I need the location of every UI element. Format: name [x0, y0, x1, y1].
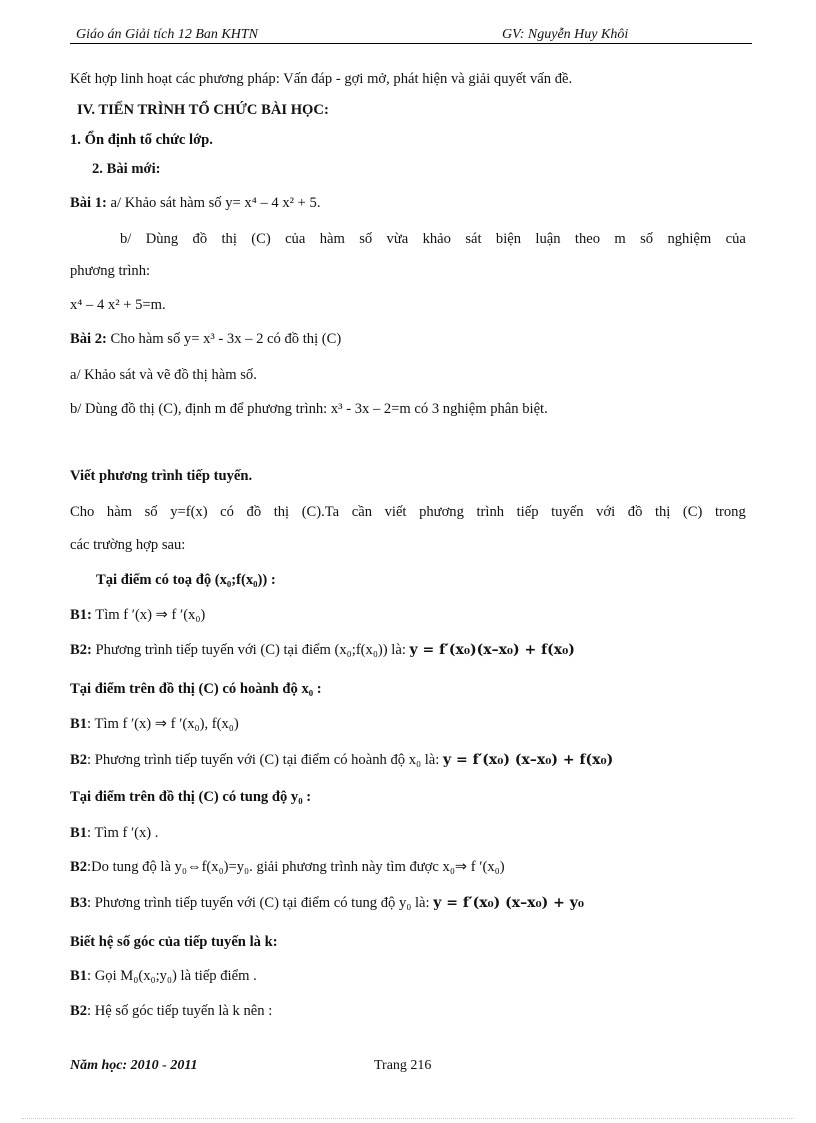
bai2-a: a/ Khảo sát và vẽ đồ thị hàm số. [70, 367, 257, 383]
bai1-b-word: Dùng [145, 231, 179, 247]
case3-title: Tại điểm trên đồ thị (C) có tung độ y₀ : [70, 789, 312, 805]
case2-title: Tại điểm trên đồ thị (C) có hoành độ x₀ : [70, 681, 322, 697]
tangent-title: Viết phương trình tiếp tuyến. [70, 468, 253, 484]
case2-b2-equation: y = f′(x₀) (x–x₀) + f(x₀) [442, 752, 614, 768]
footer-page-number: Trang 216 [374, 1058, 432, 1073]
bai1-b-word: (C) [251, 231, 271, 247]
tangent-intro-word: (C).Ta [301, 504, 340, 520]
case3-b2-label: B2 [70, 859, 88, 875]
tangent-intro-word: thị [654, 504, 671, 520]
tangent-intro-word: phương [419, 504, 464, 520]
tangent-intro-word: (C) [682, 504, 703, 520]
bai1-b-word: của [725, 231, 746, 247]
case2-b2-text: : Phương trình tiếp tuyến với (C) tại điểm có hoành độ x₀ là: [87, 752, 440, 768]
case2-b2-line [70, 751, 613, 769]
footer-school-year: Năm học: 2010 - 2011 [70, 1058, 198, 1073]
bai1-b-word: luận [535, 231, 561, 247]
case3-b3-equation: y = f′(x₀) (x–x₀) + y₀ [433, 895, 584, 911]
tangent-intro-word: viết [384, 504, 407, 520]
tangent-intro-word: y=f(x) [170, 504, 208, 520]
bai1-b-cont: phương trình: [70, 263, 151, 279]
tangent-intro-word: đồ [627, 504, 643, 520]
case1-b2-label: B2: [70, 642, 92, 658]
tangent-intro-word: thị [273, 504, 290, 520]
bai1-b-word: m [614, 231, 626, 247]
bai1-b-word: b/ [120, 231, 132, 247]
tangent-intro-word: số [144, 504, 158, 520]
tangent-intro-word: có [220, 504, 234, 520]
page-bottom-divider [22, 1118, 794, 1119]
tangent-intro-word: trình [476, 504, 505, 520]
bai1-a: a/ Khảo sát hàm số y= x⁴ – 4 x² + 5. [110, 195, 321, 211]
bai1-equation: x⁴ – 4 x² + 5=m. [70, 297, 166, 313]
case4-b1-line [70, 967, 257, 985]
case4-b2-line [70, 1002, 272, 1020]
case3-b2-text: :Do tung độ là y₀⇔f(x₀)=y₀. giải phương trình này tìm được x₀⇒ f ′(x₀) [87, 859, 505, 875]
tangent-intro-word: cần [351, 504, 373, 520]
tangent-intro-word: tiếp [516, 504, 539, 520]
bai2-label: Bài 2: [70, 331, 107, 347]
case3-b3-text: : Phương trình tiếp tuyến với (C) tại điểm có tung độ y₀ là: [87, 895, 430, 911]
case3-b3-line [70, 894, 584, 912]
step1-heading: 1. Ổn định tổ chức lớp. [70, 132, 213, 148]
method-line: Kết hợp linh hoạt các phương pháp: Vấn đáp - gợi mở, phát hiện và giải quyết vấn đề. [70, 71, 573, 87]
tangent-intro-word: trong [714, 504, 746, 520]
bai1-b-word: thị [221, 231, 237, 247]
bai1-b-word: nghiệm [667, 231, 712, 247]
bai1-b-word: của [285, 231, 306, 247]
bai1-b-word: theo [574, 231, 601, 247]
tangent-intro-line [70, 503, 746, 521]
section-iv-heading: IV. TIẾN TRÌNH TỔ CHỨC BÀI HỌC: [77, 102, 329, 118]
case1-b2-equation: y = f′(x₀)(x–x₀) + f(x₀) [409, 642, 575, 658]
case4-title: Biết hệ số góc của tiếp tuyến là k: [70, 934, 278, 950]
case3-b3-label: B3 [70, 895, 88, 911]
tangent-intro-word: tuyến [551, 504, 584, 520]
case1-b1-label: B1: [70, 607, 92, 623]
tangent-intro-word: với [596, 504, 616, 520]
case3-b1-line [70, 824, 158, 842]
case4-b2-text: : Hệ số góc tiếp tuyến là k nên : [87, 1003, 273, 1019]
header-course-title: Giáo án Giải tích 12 Ban KHTN [76, 27, 259, 42]
case3-b2-line [70, 858, 505, 876]
bai1-b-word: số [640, 231, 654, 247]
case2-b2-label: B2 [70, 752, 88, 768]
bai1-b-word: hàm [319, 231, 345, 247]
case1-b2-line [70, 641, 575, 659]
case3-b1-label: B1 [70, 825, 88, 841]
step2-heading: 2. Bài mới: [92, 161, 161, 177]
bai1-b-word: khảo [422, 231, 451, 247]
case4-b1-text: : Gọi M₀(x₀;y₀) là tiếp điểm . [87, 968, 257, 984]
case3-b1-text: : Tìm f ′(x) . [87, 825, 159, 841]
header-teacher: GV: Nguyễn Huy Khôi [502, 27, 629, 42]
bai1-b-line [70, 230, 746, 248]
tangent-intro-word: Cho [70, 504, 95, 520]
case1-b1-line [70, 606, 205, 624]
tangent-intro-word: đồ [246, 504, 262, 520]
bai1-label: Bài 1: [70, 195, 107, 211]
bai1-b-word: số [359, 231, 373, 247]
case1-title: Tại điểm có toạ độ (x₀;f(x₀)) : [96, 572, 276, 588]
case2-b1-line [70, 715, 239, 733]
case4-b1-label: B1 [70, 968, 88, 984]
bai1-b-word: biện [495, 231, 522, 247]
case1-b2-text: Phương trình tiếp tuyến với (C) tại điểm (x₀;f(x₀)) là: [95, 642, 406, 658]
case4-b2-label: B2 [70, 1003, 88, 1019]
tangent-intro-word: hàm [106, 504, 133, 520]
bai1-b-word: đồ [192, 231, 208, 247]
bai1-b-word: vừa [386, 231, 409, 247]
bai2-line [70, 330, 341, 348]
bai2-b: b/ Dùng đồ thị (C), định m để phương trình: x³ - 3x – 2=m có 3 nghiệm phân biệt. [70, 401, 548, 417]
tangent-intro-cont: các trường hợp sau: [70, 537, 186, 553]
page-header [70, 27, 752, 44]
case2-b1-label: B1 [70, 716, 88, 732]
bai1-a-line [70, 194, 321, 212]
bai2-text: Cho hàm số y= x³ - 3x – 2 có đồ thị (C) [110, 331, 342, 347]
case1-b1-text: Tìm f ′(x) ⇒ f ′(x₀) [95, 607, 206, 623]
bai1-b-word: sát [465, 231, 482, 247]
case2-b1-text: : Tìm f ′(x) ⇒ f ′(x₀), f(x₀) [87, 716, 239, 732]
